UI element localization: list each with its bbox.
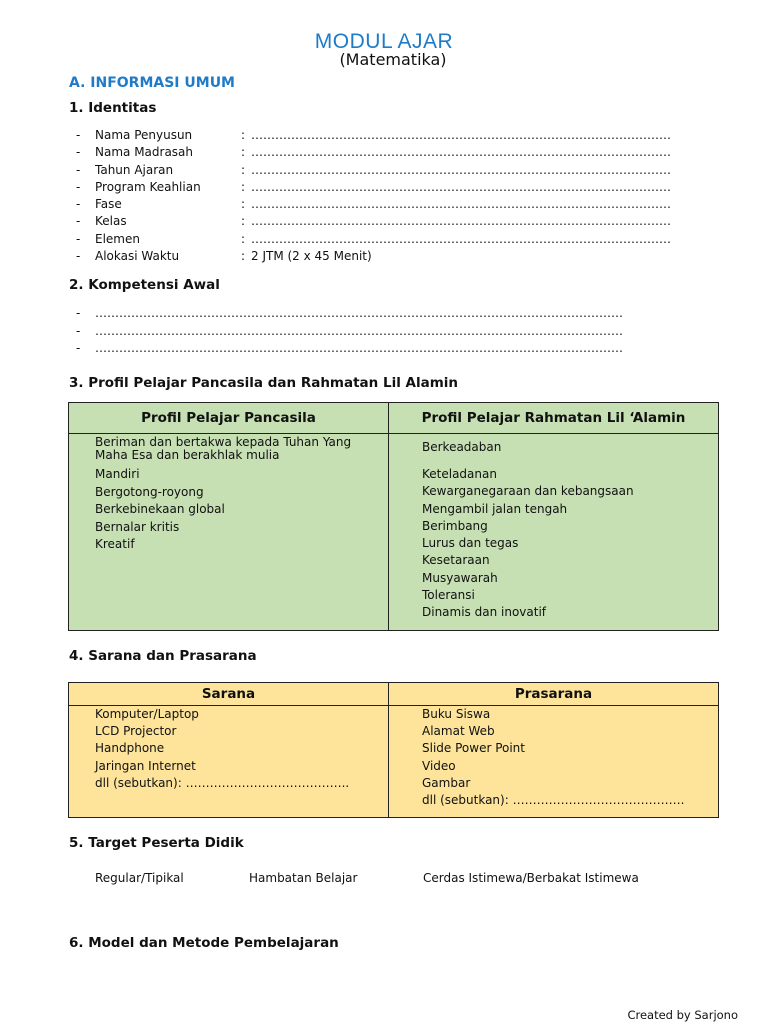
profil-table [68, 402, 719, 631]
kompetensi-heading: 2. Kompetensi Awal [69, 277, 220, 293]
identitas-label: Nama Madrasah [95, 145, 194, 160]
identitas-value: …………………………………………………………………………………………… [251, 179, 671, 194]
list-item: Berimbang [422, 518, 488, 533]
identitas-label: Fase [95, 197, 122, 212]
list-item: Dinamis dan inovatif [422, 605, 547, 620]
kompetensi-blank: …………………………………………………………………………………………………………………… [95, 306, 623, 320]
sarana-list [95, 706, 380, 792]
profil-heading: 3. Profil Pelajar Pancasila dan Rahmatan Lil Alamin [69, 375, 459, 391]
list-item: Bergotong-royong [95, 484, 204, 499]
prasarana-header: Prasarana [389, 683, 719, 706]
identitas-label: Kelas [95, 214, 127, 229]
list-item: Kreatif [95, 537, 135, 551]
target-option-regular: Regular/Tipikal [95, 871, 184, 885]
identitas-heading: 1. Identitas [69, 100, 157, 116]
identitas-value: …………………………………………………………………………………………… [251, 214, 671, 229]
profil-rahmatan-header: Profil Pelajar Rahmatan Lil ‘Alamin [389, 403, 719, 434]
profil-pancasila-list [95, 436, 380, 554]
identitas-label: Tahun Ajaran [95, 162, 174, 177]
list-item: Berkebinekaan global [95, 502, 225, 516]
list-item: Beriman dan bertakwa kepada Tuhan Yang Maha Esa dan berakhlak mulia [95, 435, 352, 462]
footer-credit: Created by Sarjono [627, 1008, 738, 1022]
sarana-header: Sarana [69, 683, 389, 706]
list-item: dll (sebutkan): ……………………………………. [422, 793, 685, 808]
kompetensi-blank: …………………………………………………………………………………………………………………… [95, 341, 623, 355]
list-item: Handphone [95, 741, 165, 756]
model-heading: 6. Model dan Metode Pembelajaran [69, 935, 339, 951]
list-item: Komputer/Laptop [95, 707, 199, 721]
list-item: LCD Projector [95, 724, 177, 739]
target-heading: 5. Target Peserta Didik [69, 835, 244, 851]
identitas-label: Nama Penyusun [95, 128, 193, 142]
list-item: Video [422, 758, 456, 773]
list-item: Kesetaraan [422, 553, 490, 568]
list-item: Kewarganegaraan dan kebangsaan [422, 484, 634, 499]
document-title: MODUL AJAR [314, 30, 454, 53]
list-item: Gambar [422, 775, 471, 790]
prasarana-list [422, 706, 710, 809]
document-subtitle: (Matematika) [339, 50, 447, 69]
identitas-label: Program Keahlian [95, 179, 201, 194]
list-item: Slide Power Point [422, 741, 525, 756]
section-a-heading: A. INFORMASI UMUM [69, 75, 235, 91]
identitas-value: …………………………………………………………………………………………… [251, 231, 671, 246]
identitas-value: 2 JTM (2 x 45 Menit) [251, 249, 372, 264]
list-item: Musyawarah [422, 570, 498, 585]
list-item: Alamat Web [422, 724, 495, 739]
identitas-value: …………………………………………………………………………………………… [251, 197, 671, 212]
target-option-cerdas: Cerdas Istimewa/Berbakat Istimewa [423, 871, 639, 885]
list-item: dll (sebutkan): ………………………………….. [95, 775, 350, 790]
list-item: Bernalar kritis [95, 519, 180, 534]
list-item: Mengambil jalan tengah [422, 501, 568, 516]
identitas-label: Elemen [95, 231, 140, 246]
profil-rahmatan-list [422, 439, 710, 622]
target-option-hambatan: Hambatan Belajar [249, 871, 358, 885]
identitas-value: …………………………………………………………………………………………… [251, 145, 671, 160]
list-item: Lurus dan tegas [422, 536, 519, 551]
list-item: Berkeadaban [422, 440, 502, 454]
list-item: Jaringan Internet [95, 758, 196, 773]
profil-pancasila-header: Profil Pelajar Pancasila [69, 403, 389, 434]
kompetensi-blank: …………………………………………………………………………………………………………………… [95, 323, 623, 338]
list-item: Keteladanan [422, 467, 497, 481]
sarana-heading: 4. Sarana dan Prasarana [69, 648, 257, 664]
identitas-label: Alokasi Waktu [95, 249, 180, 264]
identitas-value: …………………………………………………………………………………………… [251, 162, 671, 177]
list-item: Buku Siswa [422, 707, 491, 721]
sarana-table [68, 682, 719, 818]
identitas-value: …………………………………………………………………………………………… [251, 128, 671, 142]
list-item: Toleransi [422, 588, 475, 603]
list-item: Mandiri [95, 467, 140, 481]
